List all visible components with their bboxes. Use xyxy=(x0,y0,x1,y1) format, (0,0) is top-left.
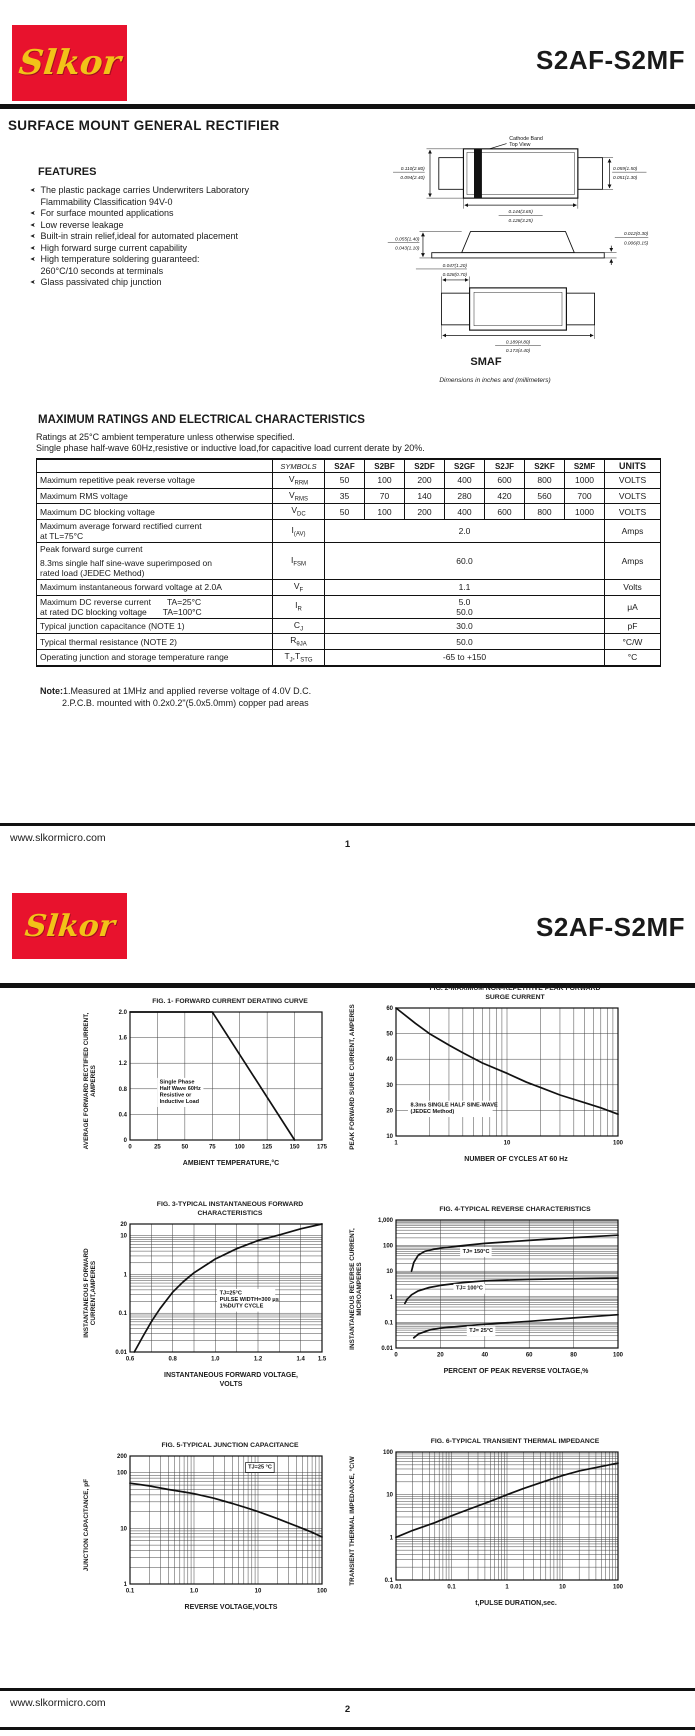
feature-text: For surface mounted applications xyxy=(40,208,174,218)
svg-text:100: 100 xyxy=(316,1588,328,1595)
dim-label: 0.128(3.25) xyxy=(508,218,533,224)
svg-text:TJ=25°C: TJ=25°C xyxy=(219,1290,242,1297)
svg-text:(JEDEC Method): (JEDEC Method) xyxy=(410,1108,455,1115)
cathode-band xyxy=(474,149,482,198)
footer-rule xyxy=(0,1688,695,1691)
feature-text: Glass passivated chip junction xyxy=(40,277,162,287)
svg-text:100: 100 xyxy=(382,1450,393,1456)
top-view-right-lead xyxy=(578,158,603,190)
bullet-arrow-icon: ➤ xyxy=(30,233,36,240)
table-row: Operating junction and storage temperature range $T_J,T_{STG}$ -65 to +150 °C xyxy=(37,650,661,666)
svg-text:200: 200 xyxy=(116,1454,127,1460)
svg-text:0.8: 0.8 xyxy=(118,1086,127,1093)
svg-text:0.6: 0.6 xyxy=(125,1356,135,1363)
figure-2-ylabel: PEAK FORWARD SURGE CURRENT, AMPERES xyxy=(349,1004,356,1150)
svg-text:100: 100 xyxy=(612,1584,624,1591)
svg-text:1.0: 1.0 xyxy=(211,1356,220,1363)
svg-text:Inductive Load: Inductive Load xyxy=(159,1098,200,1105)
dim-label: 0.012(0.30) xyxy=(623,232,649,238)
col-part: S2MF xyxy=(565,459,605,473)
svg-text:2.0: 2.0 xyxy=(118,1010,127,1016)
svg-text:40: 40 xyxy=(386,1057,393,1064)
svg-text:1,000: 1,000 xyxy=(377,1218,393,1224)
svg-text:50: 50 xyxy=(386,1031,393,1038)
feature-text: 260°C/10 seconds at terminals xyxy=(40,265,164,276)
table-row: Maximum RMS voltage $V_{RMS}$ 35 70 140 280 420 560 700 VOLTS xyxy=(37,488,661,504)
figure-2-xlabel: NUMBER OF CYCLES AT 60 Hz xyxy=(464,1156,568,1163)
svg-text:10: 10 xyxy=(386,1134,393,1140)
svg-text:1: 1 xyxy=(389,1535,393,1542)
col-part: S2GF xyxy=(445,459,485,473)
svg-text:100: 100 xyxy=(612,1140,624,1147)
cathode-band-label: Cathode Band xyxy=(509,136,543,143)
figure-2 xyxy=(348,984,648,1184)
figure-1-ylabel: AVERAGE FORWARD RECTIFIED CURRENT, AMPERES xyxy=(83,1012,97,1150)
figure-1-xlabel: AMBIENT TEMPERATURE,°C xyxy=(182,1160,280,1167)
bottom-view-body xyxy=(470,288,567,330)
svg-text:Resistive or: Resistive or xyxy=(159,1092,192,1099)
svg-text:0.1: 0.1 xyxy=(384,1320,393,1327)
svg-text:0.01: 0.01 xyxy=(381,1346,393,1352)
bullet-arrow-icon: ➤ xyxy=(30,256,36,263)
page-number: 1 xyxy=(344,839,351,850)
svg-text:TJ=25 °C: TJ=25 °C xyxy=(248,1464,272,1471)
bullet-arrow-icon: ➤ xyxy=(30,187,36,194)
dim-label: 0.144(3.65) xyxy=(508,210,533,216)
svg-text:175: 175 xyxy=(316,1144,328,1151)
svg-text:TJ= 150°C: TJ= 150°C xyxy=(462,1248,490,1255)
svg-text:60: 60 xyxy=(525,1352,533,1359)
svg-text:60: 60 xyxy=(386,1006,393,1012)
svg-text:1.2: 1.2 xyxy=(118,1061,127,1068)
figure-3-plot xyxy=(98,1218,330,1368)
top-view-label: Top View xyxy=(509,142,531,149)
svg-text:TJ= 100°C: TJ= 100°C xyxy=(455,1285,483,1292)
bullet-arrow-icon: ➤ xyxy=(30,221,36,229)
table-row: Maximum DC reverse current TA=25°C at rated DC blocking voltage TA=100°C $I_R$ 5.0 50.0 μA xyxy=(37,595,661,618)
svg-text:30: 30 xyxy=(386,1082,393,1089)
figure-5-ylabel: JUNCTION CAPACITANCE, pF xyxy=(83,1478,90,1572)
side-view-leads xyxy=(432,253,604,258)
svg-text:PULSE WIDTH=300 μs: PULSE WIDTH=300 μs xyxy=(219,1297,279,1304)
ratings-condition-1: Ratings at 25°C ambient temperature unless otherwise specified. xyxy=(36,432,295,442)
package-name: SMAF xyxy=(470,356,502,368)
col-part: S2KF xyxy=(525,459,565,473)
col-part: S2DF xyxy=(405,459,445,473)
svg-text:Single Phase: Single Phase xyxy=(159,1079,195,1086)
bottom-rule xyxy=(0,1727,695,1730)
feature-item xyxy=(30,231,375,243)
page-2 xyxy=(0,858,695,1736)
svg-text:25: 25 xyxy=(154,1144,161,1151)
figure-6-xlabel: t,PULSE DURATION,sec. xyxy=(475,1600,557,1607)
dimensions-note: Dimensions in inches and (millimeters) xyxy=(439,377,551,384)
svg-text:20: 20 xyxy=(120,1222,127,1228)
svg-text:1: 1 xyxy=(389,1294,393,1301)
figure-3-xlabel: VOLTS xyxy=(219,1381,243,1388)
figure-3-xlabel: INSTANTANEOUS FORWARD VOLTAGE, xyxy=(164,1372,298,1379)
figure-2-title: SURGE CURRENT xyxy=(485,993,545,1001)
col-symbols: SYMBOLS xyxy=(273,459,325,473)
bottom-view-right-pad xyxy=(566,293,594,325)
footer-website: www.slkormicro.com xyxy=(10,1697,106,1709)
svg-text:50: 50 xyxy=(181,1144,189,1151)
figure-4-title: FIG. 4-TYPICAL REVERSE CHARACTERISTICS xyxy=(439,1205,591,1213)
feature-item xyxy=(30,220,375,232)
svg-text:10: 10 xyxy=(503,1140,511,1147)
figure-5-title: FIG. 5-TYPICAL JUNCTION CAPACITANCE xyxy=(161,1441,299,1449)
figure-6 xyxy=(348,1428,648,1628)
dim-label: 0.043(1.10) xyxy=(395,246,420,252)
top-view-left-lead xyxy=(439,158,464,190)
feature-text: Flammability Classification 94V-0 xyxy=(40,196,173,207)
figure-6-ylabel: TRANSIENT THERMAL IMPEDANCE, °C/W xyxy=(349,1456,356,1586)
svg-text:0: 0 xyxy=(394,1352,398,1359)
figure-1 xyxy=(82,988,344,1188)
figure-5 xyxy=(82,1432,344,1632)
col-units: UNITS xyxy=(605,459,661,473)
svg-text:10: 10 xyxy=(386,1269,393,1276)
svg-text:0.01: 0.01 xyxy=(115,1350,127,1356)
table-header-row xyxy=(37,459,661,473)
svg-text:1.6: 1.6 xyxy=(118,1035,127,1042)
table-row: Maximum repetitive peak reverse voltage $V_{RRM}$ 50 100 200 400 600 800 1000 VOLTS xyxy=(37,473,661,489)
figure-3-ylabel: INSTANTANEOUS FORWARD CURRENT,AMPERES xyxy=(83,1248,97,1338)
figure-3-title: CHARACTERISTICS xyxy=(197,1209,263,1217)
figure-3 xyxy=(82,1200,344,1400)
feature-item xyxy=(30,185,375,208)
feature-text: Built-in strain relief,ideal for automated placement xyxy=(40,231,239,241)
feature-item xyxy=(30,277,375,289)
figure-1-plot xyxy=(98,1006,330,1156)
figure-3-title: FIG. 3-TYPICAL INSTANTANEOUS FORWARD xyxy=(156,1201,304,1208)
features-list xyxy=(30,185,375,289)
table-row: Maximum average forward rectified current at TL=75°C $I_{(AV)}$ 2.0 Amps xyxy=(37,520,661,543)
brand-logo xyxy=(12,25,127,101)
dim-label: 0.047(1.20) xyxy=(442,263,467,269)
feature-text: The plastic package carries Underwriters Laboratory xyxy=(40,185,250,195)
figure-5-xlabel: REVERSE VOLTAGE,VOLTS xyxy=(184,1604,278,1611)
dim-label: 0.006(0.15) xyxy=(623,241,649,247)
svg-text:1: 1 xyxy=(505,1584,509,1591)
side-view-body xyxy=(462,232,575,253)
brand-logo-text: Slkor xyxy=(16,43,123,83)
figure-5-plot xyxy=(98,1450,330,1600)
figure-6-plot xyxy=(364,1446,626,1596)
brand-logo xyxy=(12,893,127,959)
svg-text:1.2: 1.2 xyxy=(253,1356,263,1363)
col-part: S2JF xyxy=(485,459,525,473)
dim-label: 0.189(4.80) xyxy=(505,340,531,346)
table-row: Maximum DC blocking voltage $V_{DC}$ 50 100 200 400 600 800 1000 VOLTS xyxy=(37,504,661,520)
figure-4-ylabel: INSTANTANEOUS REVERSE CURRENT, MICROAMPERES xyxy=(349,1228,363,1350)
svg-text:10: 10 xyxy=(120,1233,127,1240)
svg-text:0.4: 0.4 xyxy=(118,1112,127,1119)
svg-text:125: 125 xyxy=(262,1144,273,1151)
ratings-heading: MAXIMUM RATINGS AND ELECTRICAL CHARACTERISTICS xyxy=(38,414,365,426)
document-title: SURFACE MOUNT GENERAL RECTIFIER xyxy=(8,118,280,133)
svg-text:80: 80 xyxy=(570,1352,577,1359)
svg-text:0.1: 0.1 xyxy=(384,1578,393,1584)
svg-text:8.3ms SINGLE HALF SINE-WAVE: 8.3ms SINGLE HALF SINE-WAVE xyxy=(410,1102,498,1109)
svg-text:20: 20 xyxy=(386,1108,393,1115)
feature-item xyxy=(30,243,375,255)
page-number: 2 xyxy=(344,1704,351,1715)
svg-text:Half Wave 60Hz: Half Wave 60Hz xyxy=(159,1086,201,1093)
bullet-arrow-icon: ➤ xyxy=(30,210,36,217)
feature-text: High forward surge current capability xyxy=(40,242,188,253)
svg-text:100: 100 xyxy=(382,1243,393,1250)
feature-text: High temperature soldering guaranteed: xyxy=(40,254,200,264)
svg-text:100: 100 xyxy=(234,1144,245,1151)
dim-label: 0.059(1.50) xyxy=(613,166,638,172)
figure-2-title: FIG. 2-MAXIMUM NON-REPETITIVE PEAK FORWARD xyxy=(429,985,601,992)
figure-4-xlabel: PERCENT OF PEAK REVERSE VOLTAGE,% xyxy=(443,1368,589,1375)
note-1: Note:1.Measured at 1MHz and applied reverse voltage of 4.0V D.C. xyxy=(40,686,312,696)
features-heading: FEATURES xyxy=(38,166,97,178)
dim-label: 0.055(1.40) xyxy=(395,237,420,243)
bottom-view-left-pad xyxy=(441,293,469,325)
svg-text:0: 0 xyxy=(128,1144,132,1151)
svg-text:TJ= 25°C: TJ= 25°C xyxy=(469,1328,494,1335)
svg-text:10: 10 xyxy=(120,1526,127,1533)
ratings-condition-2: Single phase half-wave 60Hz,resistive or inductive load,for capacitive load current derate by 20%. xyxy=(36,443,425,453)
svg-text:0.8: 0.8 xyxy=(168,1356,177,1363)
table-row: Typical thermal resistance (NOTE 2) $R_{\theta JA}$ 50.0 °C/W xyxy=(37,634,661,650)
svg-text:1: 1 xyxy=(394,1140,398,1147)
svg-text:0.1: 0.1 xyxy=(118,1311,127,1318)
feature-item xyxy=(30,208,375,220)
svg-text:0.1: 0.1 xyxy=(447,1584,456,1591)
bullet-arrow-icon: ➤ xyxy=(30,244,36,252)
svg-text:0.1: 0.1 xyxy=(125,1588,135,1595)
feature-item xyxy=(30,254,375,277)
page-1 xyxy=(0,0,695,858)
footer-rule xyxy=(0,823,695,826)
dim-label: 0.173(4.40) xyxy=(505,349,531,353)
figure-1-title: FIG. 1- FORWARD CURRENT DERATING CURVE xyxy=(152,997,308,1005)
dim-label: 0.094(2.40) xyxy=(400,176,425,182)
part-number-title: S2AF-S2MF xyxy=(536,912,685,942)
svg-text:1.0: 1.0 xyxy=(189,1588,199,1595)
table-row: Peak forward surge current 8.3ms single half sine-wave superimposed on rated load (JEDEC Method) $I_{FSM}$ 60.0 Amps xyxy=(37,543,661,580)
svg-text:0.01: 0.01 xyxy=(390,1584,402,1591)
svg-text:10: 10 xyxy=(386,1492,393,1499)
figure-4-plot xyxy=(364,1214,626,1364)
svg-text:150: 150 xyxy=(289,1144,300,1151)
svg-text:75: 75 xyxy=(208,1144,216,1151)
svg-text:40: 40 xyxy=(481,1352,489,1359)
svg-text:1.4: 1.4 xyxy=(296,1356,305,1363)
ratings-table xyxy=(36,458,661,667)
part-number-title: S2AF-S2MF xyxy=(536,45,685,75)
bullet-arrow-icon: ➤ xyxy=(30,279,36,286)
dim-label: 0.051(1.30) xyxy=(613,176,638,182)
svg-text:10: 10 xyxy=(254,1588,262,1595)
note-2: 2.P.C.B. mounted with 0.2x0.2"(5.0x5.0mm) copper pad areas xyxy=(62,698,309,708)
svg-text:1.5: 1.5 xyxy=(317,1356,327,1363)
package-outline-diagram xyxy=(386,133,650,353)
dim-label: 0.110(2.80) xyxy=(400,166,425,172)
svg-text:100: 100 xyxy=(116,1470,127,1477)
svg-text:0: 0 xyxy=(123,1138,127,1144)
figure-4 xyxy=(348,1196,648,1396)
figure-2-plot xyxy=(364,1002,626,1152)
col-part: S2AF xyxy=(325,459,365,473)
table-row: Maximum instantaneous forward voltage at 2.0A $V_F$ 1.1 Volts xyxy=(37,580,661,596)
svg-text:1: 1 xyxy=(123,1582,127,1588)
dim-label: 0.028(0.70) xyxy=(442,273,467,278)
svg-text:100: 100 xyxy=(612,1352,624,1359)
svg-text:20: 20 xyxy=(437,1352,444,1359)
header-rule xyxy=(0,104,695,109)
figure-6-title: FIG. 6-TYPICAL TRANSIENT THERMAL IMPEDANCE xyxy=(430,1437,600,1445)
brand-logo-text: Slkor xyxy=(22,908,117,944)
footer-website: www.slkormicro.com xyxy=(10,832,106,844)
svg-text:10: 10 xyxy=(559,1584,566,1591)
table-row: Typical junction capacitance (NOTE 1) $C_J$ 30.0 pF xyxy=(37,618,661,634)
feature-text: Low reverse leakage xyxy=(40,219,124,230)
svg-text:1: 1 xyxy=(123,1272,127,1279)
svg-text:1%DUTY CYCLE: 1%DUTY CYCLE xyxy=(219,1303,264,1310)
col-part: S2BF xyxy=(365,459,405,473)
